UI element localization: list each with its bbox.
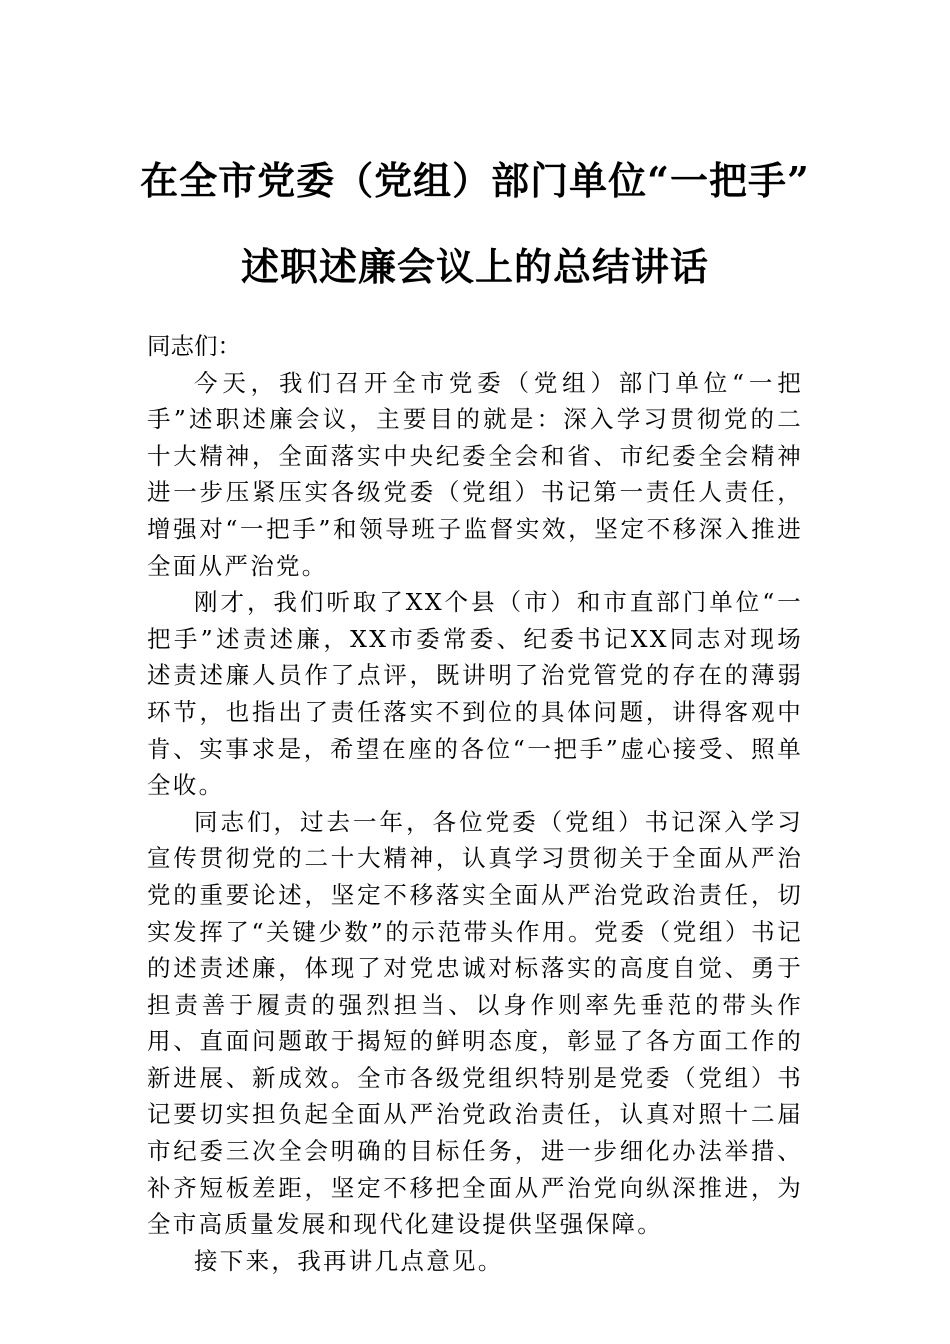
- title-line-2: 述职述廉会议上的总结讲话: [240, 244, 709, 289]
- paragraph-4: 接下来，我再讲几点意见。: [194, 1246, 504, 1275]
- document-title: [0, 138, 950, 310]
- paragraph-2: 刚才，我们听取了XX个县（市）和市直部门单位“一把手”述责述廉，XX市委常委、纪委书记XX同志对现场述责述廉人员作了点评，既讲明了治党管党的存在的薄弱环节，也指出了责任落实不到位的具体问题，讲得客观中肯、实事求是，希望在座的各位“一把手”虚心接受、照单全收。: [147, 588, 803, 800]
- document-body: [147, 328, 803, 1279]
- salutation: 同志们：: [147, 332, 241, 360]
- paragraph-1: 今天，我们召开全市党委（党组）部门单位“一把手”述职述廉会议，主要目的就是：深入学习贯彻党的二十大精神，全面落实中央纪委全会和省、市纪委全会精神进一步压紧压实各级党委（党组）书记第一责任人责任，增强对“一把手”和领导班子监督实效，坚定不移深入推进全面从严治党。: [147, 368, 803, 580]
- title-line-1: 在全市党委（党组）部门单位“一把手”: [140, 158, 810, 203]
- paragraph-3: 同志们，过去一年，各位党委（党组）书记深入学习宣传贯彻党的二十大精神，认真学习贯彻关于全面从严治党的重要论述，坚定不移落实全面从严治党政治责任，切实发挥了“关键少数”的示范带头作用。党委（党组）书记的述责述廉，体现了对党忠诚对标落实的高度自觉、勇于担责善于履责的强烈担当、以身作则率先垂范的带头作用、直面问题敢于揭短的鲜明态度，彰显了各方面工作的新进展、新成效。全市各级党组织特别是党委（党组）书记要切实担负起全面从严治党政治责任，认真对照十二届市纪委三次全会明确的目标任务，进一步细化办法举措、补齐短板差距，坚定不移把全面从严治党向纵深推进，为全市高质量发展和现代化建设提供坚强保障。: [147, 807, 803, 1239]
